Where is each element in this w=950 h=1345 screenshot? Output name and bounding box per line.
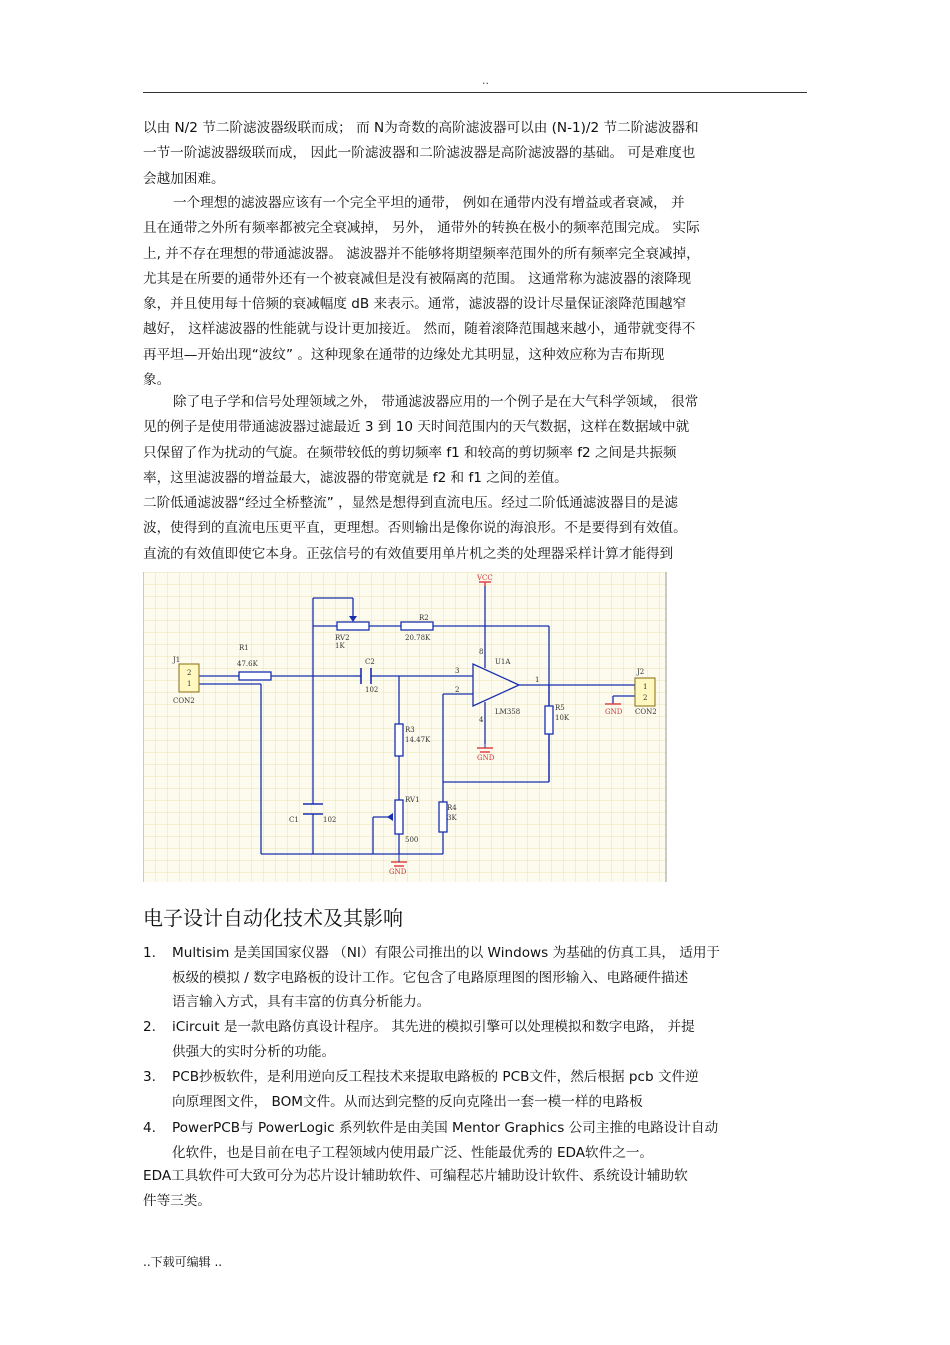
rv1-label: RV1 <box>405 796 420 804</box>
summary-text <box>143 1164 688 1214</box>
list-item <box>143 941 807 1015</box>
r5-value: 10K <box>555 714 570 722</box>
j1-type: CON2 <box>173 697 195 705</box>
r1-label: R1 <box>239 644 249 652</box>
list-item <box>143 1116 807 1165</box>
text-line: iCircuit 是一款电路仿真设计程序。 其先进的模拟引擎可以处理模拟和数字电路， 并提 <box>172 1019 695 1035</box>
rv2-value: 1K <box>335 642 345 650</box>
text-line: 象，并且使用每十倍频的衰减幅度 dB 来表示。通常，滤波器的设计尽量保证滚降范围越窄 <box>143 296 687 313</box>
j2-label: J2 <box>637 668 645 676</box>
r3-label: R3 <box>405 726 415 734</box>
j2-pin-b: 2 <box>643 694 648 702</box>
pin-minus: 2 <box>455 686 460 694</box>
text-line: 尤其是在所要的通带外还有一个被衰减但是没有被隔离的范围。 这通常称为滤波器的滚降现 <box>143 270 692 287</box>
list-number: 4. <box>143 1120 156 1136</box>
r2-value: 20.78K <box>405 634 431 642</box>
text-line: 一节一阶滤波器级联而成， 因此一阶滤波器和二阶滤波器是高阶滤波器的基础。 可是难度也 <box>143 145 696 162</box>
gnd-label-opamp: GND <box>477 754 495 762</box>
rv1-value: 500 <box>405 836 419 844</box>
j1-pin-b: 1 <box>187 680 192 688</box>
text-line: 语言输入方式，具有丰富的仿真分析能力。 <box>172 994 431 1010</box>
gnd-label-j2: GND <box>605 708 623 716</box>
r4-label: R4 <box>447 804 457 812</box>
text-line: PowerPCB与 PowerLogic 系列软件是由美国 Mentor Graphics 公司主推的电路设计自动 <box>172 1120 719 1136</box>
header-rule <box>143 92 807 93</box>
u1a-part: LM358 <box>495 708 521 716</box>
text-line: 上, 并不存在理想的带通滤波器。 滤波器并不能够将期望频率范围外的所有频率完全衰减掉， <box>143 245 700 262</box>
j2-pin-a: 1 <box>643 683 648 691</box>
text-line: 见的例子是使用带通滤波器过滤最近 3 到 10 天时间范围内的天气数据，这样在数据域中就 <box>143 419 690 436</box>
paragraph-1 <box>143 116 807 192</box>
j1-pin-a: 2 <box>187 669 192 677</box>
j2-type: CON2 <box>635 708 657 716</box>
text-line: 以由 N/2 节二阶滤波器级联而成； 而 N为奇数的高阶滤波器可以由 (N-1)/2 节二阶滤波器和 <box>143 120 699 136</box>
r3-value: 14.47K <box>405 736 431 744</box>
section-title: 电子设计自动化技术及其影响 <box>143 906 403 930</box>
paragraph-2 <box>143 191 807 393</box>
r4-value: 3K <box>447 814 457 822</box>
text-line: 一个理想的滤波器应该有一个完全平坦的通带， 例如在通带内没有增益或者衰减， 并 <box>173 195 685 211</box>
rv2-label: RV2 <box>335 634 350 642</box>
list-number: 1. <box>143 945 156 961</box>
text-line: 只保留了作为扰动的气旋。在频带较低的剪切频率 f1 和较高的剪切频率 f2 之间是共振频 <box>143 444 677 461</box>
text-line: 会越加困难。 <box>143 170 225 187</box>
text-line: 向原理图文件， BOM文件。从而达到完整的反向克隆出一套一模一样的电路板 <box>172 1093 643 1110</box>
gnd-label-bottom: GND <box>389 868 407 876</box>
list-item <box>143 1065 807 1114</box>
text-line: EDA工具软件可大致可分为芯片设计辅助软件、可编程芯片辅助设计软件、系统设计辅助软 <box>143 1168 688 1184</box>
text-line: 二阶低通滤波器“经过全桥整流” ，显然是想得到直流电压。经过二阶低通滤波器目的是滤 <box>143 495 678 512</box>
circuit-schematic <box>143 572 667 882</box>
pin-v: 8 <box>479 648 484 656</box>
text-line: 件等三类。 <box>143 1193 211 1209</box>
paragraph-3 <box>143 390 807 567</box>
text-line: Multisim 是美国国家仪器 （NI）有限公司推出的以 Windows 为基础的仿真工具， 适用于 <box>172 945 721 961</box>
r5-label: R5 <box>555 704 565 712</box>
c1-label: C1 <box>289 816 299 824</box>
text-line: 化软件，也是目前在电子工程领域内使用最广泛、性能最优秀的 EDA软件之一。 <box>172 1144 654 1161</box>
text-line: 板级的模拟 / 数字电路板的设计工作。它包含了电路原理图的图形输入、电路硬件描述 <box>172 969 689 986</box>
list-number: 3. <box>143 1069 156 1085</box>
r2-label: R2 <box>419 614 429 622</box>
c1-value: 102 <box>323 816 337 824</box>
list-item <box>143 1015 807 1064</box>
j1-label: J1 <box>173 656 181 664</box>
text-line: 波，使得到的直流电压更平直，更理想。否则输出是像你说的海浪形。不是要得到有效值。 <box>143 520 687 537</box>
text-line: 越好， 这样滤波器的性能就与设计更加接近。 然而，随着滚降范围越来越小，通带就变得不 <box>143 321 696 338</box>
c2-label: C2 <box>365 658 375 666</box>
pin-g: 4 <box>479 716 484 724</box>
text-line: 且在通带之外所有频率都被完全衰减掉， 另外， 通带外的转换在极小的频率范围完成。 实际 <box>143 220 700 237</box>
c2-value: 102 <box>365 686 379 694</box>
list-number: 2. <box>143 1019 156 1035</box>
text-line: 除了电子学和信号处理领域之外， 带通滤波器应用的一个例子是在大气科学领域， 很常 <box>173 394 699 410</box>
text-line: 再平坦—开始出现“波纹” 。这种现象在通带的边缘处尤其明显，这种效应称为吉布斯现 <box>143 346 665 363</box>
text-line: 直流的有效值即使它本身。正弦信号的有效值要用单片机之类的处理器采样计算才能得到 <box>143 545 674 562</box>
pin-plus: 3 <box>455 667 460 675</box>
u1a-label: U1A <box>495 658 511 666</box>
footer-text: ..下载可编辑 .. <box>143 1255 223 1269</box>
text-line: PCB抄板软件，是利用逆向反工程技术来提取电路板的 PCB文件，然后根据 pcb 文件逆 <box>172 1069 699 1085</box>
header-dots: .. <box>482 74 489 87</box>
pin-out: 1 <box>535 676 540 684</box>
vcc-label: VCC <box>477 574 493 582</box>
text-line: 象。 <box>143 372 171 389</box>
r1-value: 47.6K <box>237 660 258 668</box>
text-line: 供强大的实时分析的功能。 <box>172 1043 336 1060</box>
text-line: 率，这里滤波器的增益最大，滤波器的带宽就是 f2 和 f1 之间的差值。 <box>143 469 568 486</box>
